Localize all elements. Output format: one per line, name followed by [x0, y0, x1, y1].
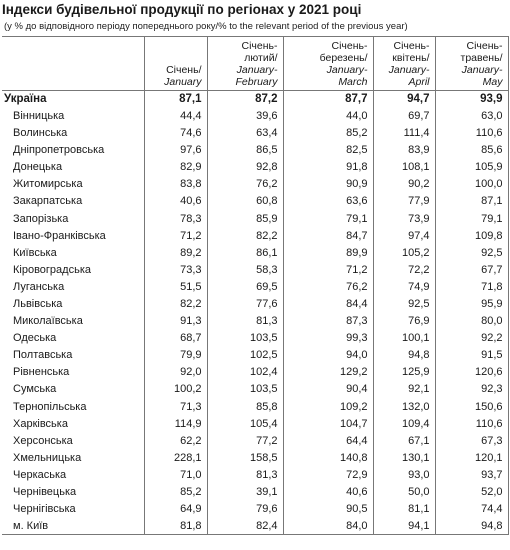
region-name: Харківська	[2, 415, 144, 432]
index-value: 120,6	[435, 364, 508, 381]
index-value: 100,0	[435, 176, 508, 193]
table-row	[2, 108, 508, 125]
index-value: 87,2	[207, 91, 283, 108]
table-row	[2, 125, 508, 142]
region-name: Волинська	[2, 125, 144, 142]
index-value: 82,2	[207, 227, 283, 244]
index-value: 92,8	[207, 159, 283, 176]
header-cell-period	[207, 37, 283, 91]
header-cell-region	[2, 37, 144, 91]
index-value: 90,4	[283, 381, 373, 398]
header-label-en: March	[338, 76, 368, 88]
index-value: 125,9	[373, 364, 435, 381]
index-value: 130,1	[373, 449, 435, 466]
region-name: Черкаська	[2, 467, 144, 484]
index-value: 92,3	[435, 381, 508, 398]
index-value: 93,0	[373, 467, 435, 484]
index-value: 60,8	[207, 193, 283, 210]
index-value: 44,0	[283, 108, 373, 125]
table-row	[2, 398, 508, 415]
table-row	[2, 244, 508, 261]
index-value: 94,8	[435, 518, 508, 535]
page-subtitle: (у % до відповідного періоду попереднього року/% to the relevant period of the previous year)	[4, 21, 408, 32]
index-value: 82,2	[144, 296, 207, 313]
table-row	[2, 518, 508, 535]
region-name: Дніпропетровська	[2, 142, 144, 159]
index-value: 86,1	[207, 244, 283, 261]
region-name: Одеська	[2, 330, 144, 347]
region-name: Донецька	[2, 159, 144, 176]
index-value: 68,7	[144, 330, 207, 347]
index-value: 108,1	[373, 159, 435, 176]
region-name: Кіровоградська	[2, 261, 144, 278]
table-row	[2, 501, 508, 518]
index-value: 51,5	[144, 279, 207, 296]
table-row	[2, 296, 508, 313]
table-row	[2, 142, 508, 159]
header-label-ua: лютий/	[244, 52, 278, 64]
index-value: 69,7	[373, 108, 435, 125]
index-value: 64,9	[144, 501, 207, 518]
index-value: 100,1	[373, 330, 435, 347]
index-value: 69,5	[207, 279, 283, 296]
index-value: 71,2	[144, 227, 207, 244]
region-name: Україна	[2, 91, 144, 108]
header-label-ua: Січень-	[241, 40, 278, 52]
index-value: 105,9	[435, 159, 508, 176]
index-value: 71,8	[435, 279, 508, 296]
index-value: 40,6	[283, 484, 373, 501]
index-value: 77,6	[207, 296, 283, 313]
table-row	[2, 432, 508, 449]
index-value: 79,6	[207, 501, 283, 518]
index-value: 87,3	[283, 313, 373, 330]
index-value: 109,8	[435, 227, 508, 244]
region-name: м. Київ	[2, 518, 144, 535]
header-cell-period	[373, 37, 435, 91]
index-value: 79,9	[144, 347, 207, 364]
index-value: 95,9	[435, 296, 508, 313]
index-value: 103,5	[207, 330, 283, 347]
table-row	[2, 415, 508, 432]
index-value: 114,9	[144, 415, 207, 432]
region-name: Вінницька	[2, 108, 144, 125]
index-value: 74,4	[435, 501, 508, 518]
region-name: Запорізька	[2, 210, 144, 227]
header-label-en: May	[482, 76, 503, 88]
header-label-en: January-	[236, 64, 278, 76]
index-value: 105,2	[373, 244, 435, 261]
index-value: 85,8	[207, 398, 283, 415]
region-name: Тернопільська	[2, 398, 144, 415]
index-value: 79,1	[283, 210, 373, 227]
index-value: 50,0	[373, 484, 435, 501]
index-value: 110,6	[435, 125, 508, 142]
index-value: 72,9	[283, 467, 373, 484]
index-value: 91,3	[144, 313, 207, 330]
index-value: 67,7	[435, 261, 508, 278]
index-value: 76,2	[207, 176, 283, 193]
table-row	[2, 313, 508, 330]
index-value: 87,7	[283, 91, 373, 108]
index-value: 87,1	[435, 193, 508, 210]
index-value: 91,8	[283, 159, 373, 176]
index-value: 132,0	[373, 398, 435, 415]
region-name: Луганська	[2, 279, 144, 296]
region-name: Івано-Франківська	[2, 227, 144, 244]
table-row	[2, 227, 508, 244]
index-value: 109,4	[373, 415, 435, 432]
header-label-en: April	[408, 76, 430, 88]
header-label-en: February	[235, 76, 278, 88]
index-value: 71,2	[283, 261, 373, 278]
index-value: 110,6	[435, 415, 508, 432]
index-value: 82,9	[144, 159, 207, 176]
header-label-en: January-	[326, 64, 368, 76]
table-row	[2, 210, 508, 227]
index-value: 129,2	[283, 364, 373, 381]
index-value: 86,5	[207, 142, 283, 159]
header-cell-period	[435, 37, 508, 91]
index-value: 92,5	[435, 244, 508, 261]
index-value: 84,4	[283, 296, 373, 313]
index-value: 71,0	[144, 467, 207, 484]
table-row	[2, 449, 508, 466]
index-value: 72,2	[373, 261, 435, 278]
index-value: 85,2	[283, 125, 373, 142]
index-value: 64,4	[283, 432, 373, 449]
table-row	[2, 330, 508, 347]
index-value: 63,4	[207, 125, 283, 142]
index-value: 90,9	[283, 176, 373, 193]
index-value: 76,2	[283, 279, 373, 296]
index-value: 102,5	[207, 347, 283, 364]
table-row	[2, 91, 508, 108]
header-cell-period	[144, 37, 207, 91]
header-cell-period	[283, 37, 373, 91]
index-value: 74,9	[373, 279, 435, 296]
index-value: 80,0	[435, 313, 508, 330]
table-row	[2, 176, 508, 193]
region-name: Чернігівська	[2, 501, 144, 518]
index-value: 111,4	[373, 125, 435, 142]
table-row	[2, 364, 508, 381]
region-name: Житомирська	[2, 176, 144, 193]
index-value: 93,7	[435, 467, 508, 484]
index-value: 90,5	[283, 501, 373, 518]
index-value: 74,6	[144, 125, 207, 142]
table-row	[2, 159, 508, 176]
index-value: 81,8	[144, 518, 207, 535]
region-name: Полтавська	[2, 347, 144, 364]
region-name: Київська	[2, 244, 144, 261]
indices-table	[2, 36, 509, 535]
index-value: 150,6	[435, 398, 508, 415]
index-value: 78,3	[144, 210, 207, 227]
header-label-ua: травень/	[460, 52, 503, 64]
index-value: 82,4	[207, 518, 283, 535]
index-value: 73,9	[373, 210, 435, 227]
region-name: Миколаївська	[2, 313, 144, 330]
index-value: 94,1	[373, 518, 435, 535]
index-value: 76,9	[373, 313, 435, 330]
index-value: 93,9	[435, 91, 508, 108]
region-name: Херсонська	[2, 432, 144, 449]
index-value: 85,2	[144, 484, 207, 501]
index-value: 92,1	[373, 381, 435, 398]
header-label-ua: Січень-	[466, 40, 503, 52]
header-label-ua: квітень/	[392, 52, 430, 64]
index-value: 58,3	[207, 261, 283, 278]
index-value: 81,3	[207, 313, 283, 330]
index-value: 67,1	[373, 432, 435, 449]
region-name: Закарпатська	[2, 193, 144, 210]
table-row	[2, 467, 508, 484]
index-value: 92,0	[144, 364, 207, 381]
index-value: 228,1	[144, 449, 207, 466]
index-value: 73,3	[144, 261, 207, 278]
header-label-en: January	[164, 76, 202, 88]
index-value: 71,3	[144, 398, 207, 415]
index-value: 63,0	[435, 108, 508, 125]
index-value: 52,0	[435, 484, 508, 501]
index-value: 104,7	[283, 415, 373, 432]
page-title: Індекси будівельної продукції по регіонах у 2021 році	[2, 2, 362, 17]
region-name: Львівська	[2, 296, 144, 313]
index-value: 102,4	[207, 364, 283, 381]
index-value: 140,8	[283, 449, 373, 466]
table-body	[2, 91, 508, 535]
index-value: 89,9	[283, 244, 373, 261]
index-value: 97,6	[144, 142, 207, 159]
region-name: Сумська	[2, 381, 144, 398]
header-label-ua: Січень-	[393, 40, 430, 52]
index-value: 109,2	[283, 398, 373, 415]
index-value: 158,5	[207, 449, 283, 466]
index-value: 77,2	[207, 432, 283, 449]
index-value: 83,8	[144, 176, 207, 193]
region-name: Рівненська	[2, 364, 144, 381]
table-row	[2, 193, 508, 210]
index-value: 97,4	[373, 227, 435, 244]
index-value: 92,5	[373, 296, 435, 313]
table-row	[2, 261, 508, 278]
header-label-ua: Січень/	[166, 64, 202, 76]
header-label-en: January-	[461, 64, 503, 76]
index-value: 120,1	[435, 449, 508, 466]
index-value: 89,2	[144, 244, 207, 261]
header-row	[2, 37, 508, 91]
index-value: 40,6	[144, 193, 207, 210]
index-value: 67,3	[435, 432, 508, 449]
region-name: Чернівецька	[2, 484, 144, 501]
index-value: 84,7	[283, 227, 373, 244]
index-value: 63,6	[283, 193, 373, 210]
index-value: 92,2	[435, 330, 508, 347]
table-row	[2, 279, 508, 296]
index-value: 44,4	[144, 108, 207, 125]
table-row	[2, 381, 508, 398]
header-label-en: January-	[388, 64, 430, 76]
index-value: 94,7	[373, 91, 435, 108]
index-value: 77,9	[373, 193, 435, 210]
table-row	[2, 347, 508, 364]
header-label-ua: Січень-	[331, 40, 368, 52]
index-value: 99,3	[283, 330, 373, 347]
table-header	[2, 37, 508, 91]
header-label-ua: березень/	[319, 52, 368, 64]
index-value: 85,6	[435, 142, 508, 159]
index-value: 39,6	[207, 108, 283, 125]
index-value: 81,3	[207, 467, 283, 484]
index-value: 39,1	[207, 484, 283, 501]
index-value: 94,8	[373, 347, 435, 364]
table-row	[2, 484, 508, 501]
index-value: 90,2	[373, 176, 435, 193]
index-value: 82,5	[283, 142, 373, 159]
index-value: 105,4	[207, 415, 283, 432]
index-value: 81,1	[373, 501, 435, 518]
index-value: 83,9	[373, 142, 435, 159]
index-value: 87,1	[144, 91, 207, 108]
index-value: 94,0	[283, 347, 373, 364]
index-value: 84,0	[283, 518, 373, 535]
index-value: 79,1	[435, 210, 508, 227]
index-value: 85,9	[207, 210, 283, 227]
index-value: 100,2	[144, 381, 207, 398]
index-value: 103,5	[207, 381, 283, 398]
region-name: Хмельницька	[2, 449, 144, 466]
index-value: 62,2	[144, 432, 207, 449]
index-value: 91,5	[435, 347, 508, 364]
